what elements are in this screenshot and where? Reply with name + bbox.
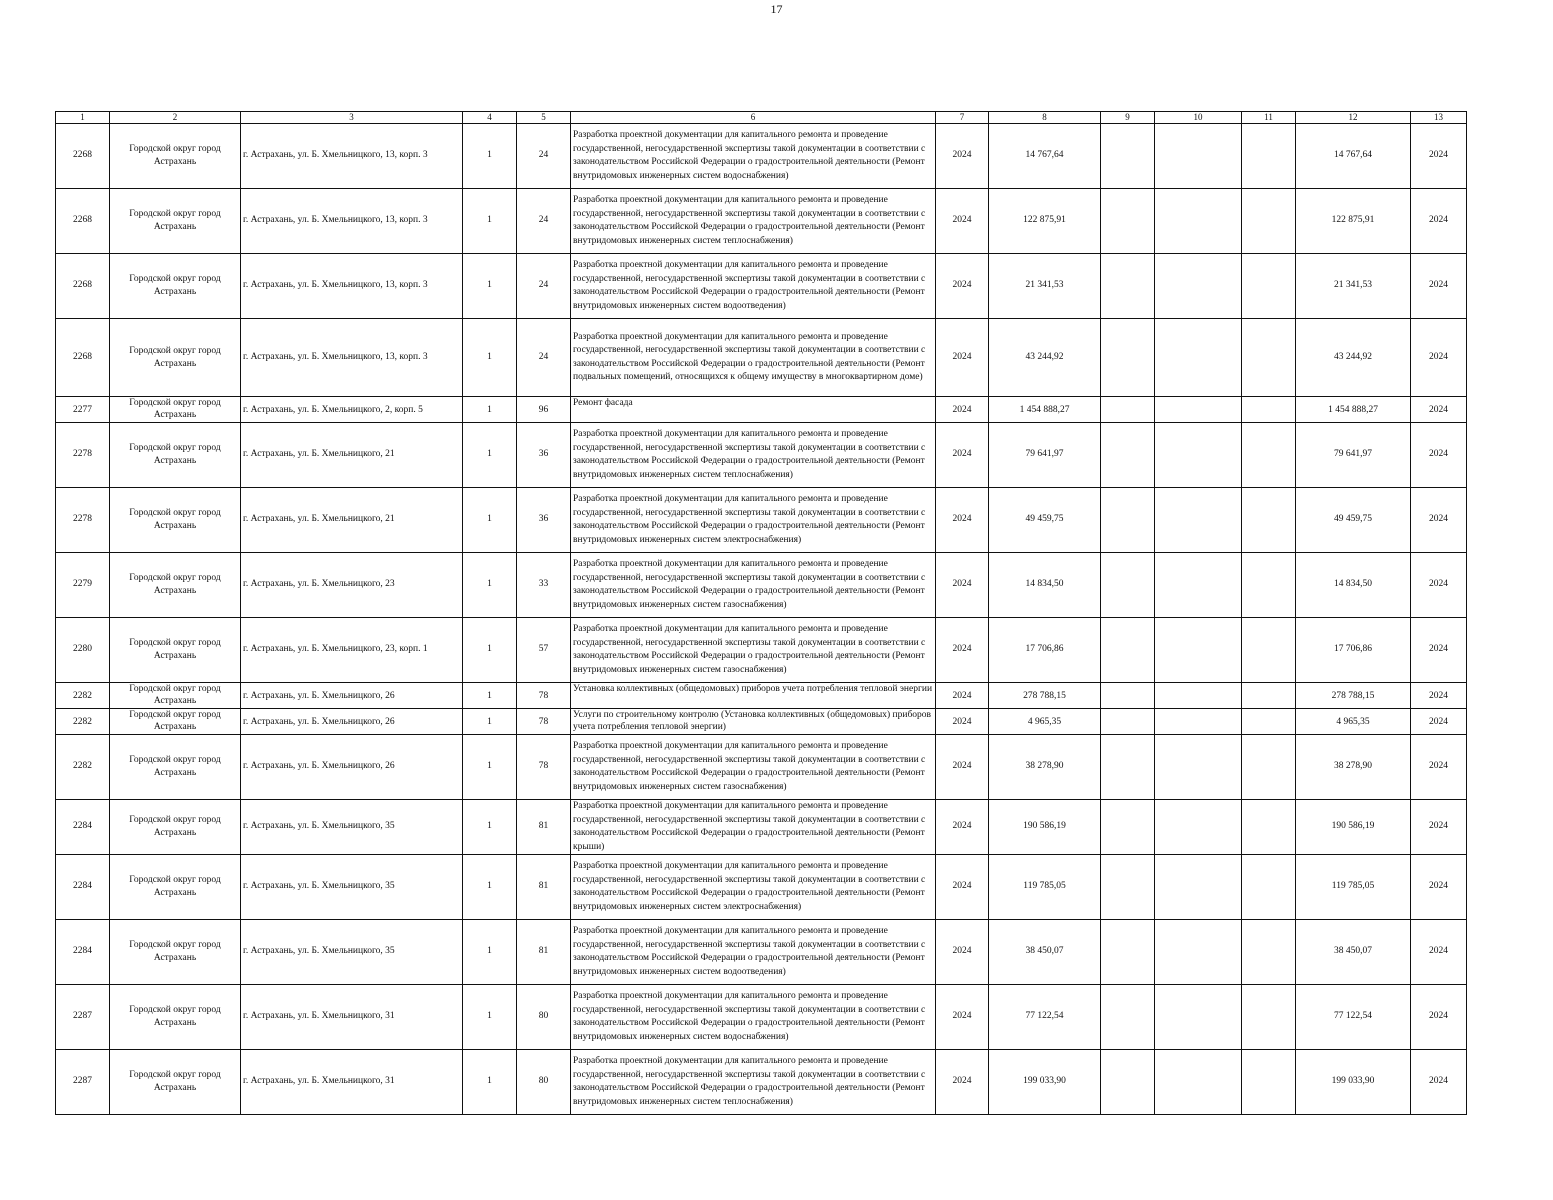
table-row [56,124,1467,189]
row-id: 2277 [56,397,110,423]
col-11-value [1242,855,1296,920]
year: 2024 [936,553,989,618]
col-11-value [1242,423,1296,488]
col-12-value: 38 450,07 [1296,920,1411,985]
address: г. Астрахань, ул. Б. Хмельницкого, 13, корп. 3 [241,254,463,319]
col-5-value: 24 [517,319,571,397]
table-row [56,855,1467,920]
table-body [56,124,1467,1115]
cost: 79 641,97 [989,423,1101,488]
col-13-year: 2024 [1411,709,1467,735]
col-10-value [1155,189,1242,254]
work-description: Разработка проектной документации для капитального ремонта и проведение государственной, негосударственной экспертизы такой документации в соответствии с законодательством Российской Федерации о градостроительной деятельности (Ремонт внутридомовых инженерных систем электроснабжения) [571,855,936,920]
municipality: Городской округ город Астрахань [110,1050,241,1115]
col-9-value [1101,1050,1155,1115]
col-5-value: 36 [517,423,571,488]
year: 2024 [936,1050,989,1115]
address: г. Астрахань, ул. Б. Хмельницкого, 21 [241,488,463,553]
work-description: Разработка проектной документации для капитального ремонта и проведение государственной, негосударственной экспертизы такой документации в соответствии с законодательством Российской Федерации о градостроительной деятельности (Ремонт внутридомовых инженерных систем водоснабжения) [571,985,936,1050]
cost: 17 706,86 [989,618,1101,683]
col-11-value [1242,319,1296,397]
col-4-value: 1 [463,800,517,855]
row-id: 2282 [56,683,110,709]
work-description: Разработка проектной документации для капитального ремонта и проведение государственной, негосударственной экспертизы такой документации в соответствии с законодательством Российской Федерации о градостроительной деятельности (Ремонт крыши) [571,800,936,855]
col-9-value [1101,855,1155,920]
col-11-value [1242,254,1296,319]
work-description: Разработка проектной документации для капитального ремонта и проведение государственной, негосударственной экспертизы такой документации в соответствии с законодательством Российской Федерации о градостроительной деятельности (Ремонт внутридомовых инженерных систем газоснабжения) [571,735,936,800]
row-id: 2278 [56,488,110,553]
col-13-year: 2024 [1411,735,1467,800]
address: г. Астрахань, ул. Б. Хмельницкого, 35 [241,920,463,985]
table-row [56,920,1467,985]
address: г. Астрахань, ул. Б. Хмельницкого, 31 [241,985,463,1050]
table-row [56,1050,1467,1115]
page-number: 17 [770,2,783,16]
column-header-5: 5 [517,112,571,124]
col-9-value [1101,254,1155,319]
work-description: Разработка проектной документации для капитального ремонта и проведение государственной, негосударственной экспертизы такой документации в соответствии с законодательством Российской Федерации о градостроительной деятельности (Ремонт внутридомовых инженерных систем газоснабжения) [571,618,936,683]
address: г. Астрахань, ул. Б. Хмельницкого, 13, корп. 3 [241,319,463,397]
col-9-value [1101,800,1155,855]
col-11-value [1242,800,1296,855]
col-9-value [1101,397,1155,423]
col-5-value: 80 [517,1050,571,1115]
municipality: Городской округ город Астрахань [110,683,241,709]
column-header-11: 11 [1242,112,1296,124]
col-9-value [1101,709,1155,735]
col-11-value [1242,397,1296,423]
col-4-value: 1 [463,985,517,1050]
work-description: Разработка проектной документации для капитального ремонта и проведение государственной, негосударственной экспертизы такой документации в соответствии с законодательством Российской Федерации о градостроительной деятельности (Ремонт подвальных помещений, относящихся к общему имуществу в многоквартирном доме) [571,319,936,397]
table-row [56,423,1467,488]
col-10-value [1155,709,1242,735]
row-id: 2284 [56,920,110,985]
col-9-value [1101,735,1155,800]
col-13-year: 2024 [1411,319,1467,397]
col-11-value [1242,735,1296,800]
municipality: Городской округ город Астрахань [110,985,241,1050]
col-11-value [1242,189,1296,254]
col-13-year: 2024 [1411,920,1467,985]
col-4-value: 1 [463,553,517,618]
work-description: Разработка проектной документации для капитального ремонта и проведение государственной, негосударственной экспертизы такой документации в соответствии с законодательством Российской Федерации о градостроительной деятельности (Ремонт внутридомовых инженерных систем теплоснабжения) [571,1050,936,1115]
col-11-value [1242,985,1296,1050]
col-5-value: 78 [517,735,571,800]
col-13-year: 2024 [1411,985,1467,1050]
col-13-year: 2024 [1411,800,1467,855]
year: 2024 [936,488,989,553]
col-12-value: 38 278,90 [1296,735,1411,800]
address: г. Астрахань, ул. Б. Хмельницкого, 35 [241,855,463,920]
col-13-year: 2024 [1411,1050,1467,1115]
col-10-value [1155,254,1242,319]
table-row [56,488,1467,553]
col-13-year: 2024 [1411,124,1467,189]
row-id: 2287 [56,1050,110,1115]
row-id: 2280 [56,618,110,683]
col-5-value: 24 [517,124,571,189]
cost: 14 834,50 [989,553,1101,618]
col-5-value: 78 [517,683,571,709]
table-row [56,553,1467,618]
col-10-value [1155,618,1242,683]
col-12-value: 14 767,64 [1296,124,1411,189]
col-10-value [1155,683,1242,709]
col-5-value: 24 [517,254,571,319]
cost: 14 767,64 [989,124,1101,189]
col-5-value: 80 [517,985,571,1050]
col-9-value [1101,553,1155,618]
col-10-value [1155,1050,1242,1115]
column-header-10: 10 [1155,112,1242,124]
row-id: 2284 [56,855,110,920]
row-id: 2282 [56,709,110,735]
col-11-value [1242,683,1296,709]
address: г. Астрахань, ул. Б. Хмельницкого, 26 [241,709,463,735]
col-5-value: 81 [517,800,571,855]
col-9-value [1101,683,1155,709]
col-4-value: 1 [463,618,517,683]
col-9-value [1101,423,1155,488]
col-11-value [1242,124,1296,189]
column-header-6: 6 [571,112,936,124]
col-13-year: 2024 [1411,683,1467,709]
capital-repair-table [55,111,1467,1115]
year: 2024 [936,423,989,488]
col-10-value [1155,800,1242,855]
address: г. Астрахань, ул. Б. Хмельницкого, 21 [241,423,463,488]
col-12-value: 21 341,53 [1296,254,1411,319]
cost: 119 785,05 [989,855,1101,920]
col-4-value: 1 [463,855,517,920]
col-13-year: 2024 [1411,254,1467,319]
cost: 278 788,15 [989,683,1101,709]
municipality: Городской округ город Астрахань [110,800,241,855]
col-4-value: 1 [463,397,517,423]
year: 2024 [936,124,989,189]
municipality: Городской округ город Астрахань [110,423,241,488]
cost: 1 454 888,27 [989,397,1101,423]
address: г. Астрахань, ул. Б. Хмельницкого, 13, корп. 3 [241,124,463,189]
col-12-value: 119 785,05 [1296,855,1411,920]
municipality: Городской округ город Астрахань [110,124,241,189]
col-11-value [1242,488,1296,553]
cost: 190 586,19 [989,800,1101,855]
year: 2024 [936,920,989,985]
cost: 21 341,53 [989,254,1101,319]
work-description: Разработка проектной документации для капитального ремонта и проведение государственной, негосударственной экспертизы такой документации в соответствии с законодательством Российской Федерации о градостроительной деятельности (Ремонт внутридомовых инженерных систем теплоснабжения) [571,189,936,254]
col-11-value [1242,920,1296,985]
cost: 49 459,75 [989,488,1101,553]
municipality: Городской округ город Астрахань [110,618,241,683]
address: г. Астрахань, ул. Б. Хмельницкого, 23, корп. 1 [241,618,463,683]
municipality: Городской округ город Астрахань [110,397,241,423]
table-row [56,683,1467,709]
col-5-value: 81 [517,855,571,920]
col-12-value: 49 459,75 [1296,488,1411,553]
table-row [56,189,1467,254]
col-9-value [1101,124,1155,189]
year: 2024 [936,683,989,709]
year: 2024 [936,985,989,1050]
col-9-value [1101,319,1155,397]
address: г. Астрахань, ул. Б. Хмельницкого, 35 [241,800,463,855]
col-10-value [1155,985,1242,1050]
municipality: Городской округ город Астрахань [110,920,241,985]
col-13-year: 2024 [1411,488,1467,553]
col-10-value [1155,397,1242,423]
col-11-value [1242,709,1296,735]
col-5-value: 81 [517,920,571,985]
col-13-year: 2024 [1411,553,1467,618]
work-description: Ремонт фасада [571,397,936,423]
col-10-value [1155,319,1242,397]
col-4-value: 1 [463,709,517,735]
col-9-value [1101,985,1155,1050]
municipality: Городской округ город Астрахань [110,254,241,319]
col-13-year: 2024 [1411,855,1467,920]
cost: 4 965,35 [989,709,1101,735]
column-header-12: 12 [1296,112,1411,124]
work-description: Услуги по строительному контролю (Установка коллективных (общедомовых) приборов учета потребления тепловой энергии) [571,709,936,735]
column-header-2: 2 [110,112,241,124]
address: г. Астрахань, ул. Б. Хмельницкого, 13, корп. 3 [241,189,463,254]
col-5-value: 96 [517,397,571,423]
municipality: Городской округ город Астрахань [110,553,241,618]
year: 2024 [936,709,989,735]
cost: 38 450,07 [989,920,1101,985]
work-description: Разработка проектной документации для капитального ремонта и проведение государственной, негосударственной экспертизы такой документации в соответствии с законодательством Российской Федерации о градостроительной деятельности (Ремонт внутридомовых инженерных систем водоотведения) [571,920,936,985]
cost: 199 033,90 [989,1050,1101,1115]
row-id: 2284 [56,800,110,855]
col-4-value: 1 [463,319,517,397]
col-11-value [1242,1050,1296,1115]
cost: 43 244,92 [989,319,1101,397]
col-10-value [1155,553,1242,618]
municipality: Городской округ город Астрахань [110,735,241,800]
col-12-value: 79 641,97 [1296,423,1411,488]
column-header-4: 4 [463,112,517,124]
col-10-value [1155,423,1242,488]
address: г. Астрахань, ул. Б. Хмельницкого, 31 [241,1050,463,1115]
work-description: Разработка проектной документации для капитального ремонта и проведение государственной, негосударственной экспертизы такой документации в соответствии с законодательством Российской Федерации о градостроительной деятельности (Ремонт внутридомовых инженерных систем газоснабжения) [571,553,936,618]
col-10-value [1155,735,1242,800]
row-id: 2287 [56,985,110,1050]
col-5-value: 33 [517,553,571,618]
col-12-value: 4 965,35 [1296,709,1411,735]
table-row [56,800,1467,855]
column-header-9: 9 [1101,112,1155,124]
work-description: Разработка проектной документации для капитального ремонта и проведение государственной, негосударственной экспертизы такой документации в соответствии с законодательством Российской Федерации о градостроительной деятельности (Ремонт внутридомовых инженерных систем водоотведения) [571,254,936,319]
col-13-year: 2024 [1411,423,1467,488]
col-12-value: 278 788,15 [1296,683,1411,709]
table-row [56,985,1467,1050]
col-13-year: 2024 [1411,618,1467,683]
work-description: Разработка проектной документации для капитального ремонта и проведение государственной, негосударственной экспертизы такой документации в соответствии с законодательством Российской Федерации о градостроительной деятельности (Ремонт внутридомовых инженерных систем водоснабжения) [571,124,936,189]
table-row [56,397,1467,423]
col-4-value: 1 [463,683,517,709]
col-13-year: 2024 [1411,189,1467,254]
cost: 77 122,54 [989,985,1101,1050]
year: 2024 [936,735,989,800]
col-5-value: 24 [517,189,571,254]
table-row [56,618,1467,683]
column-number-row [56,112,1467,124]
col-13-year: 2024 [1411,397,1467,423]
year: 2024 [936,319,989,397]
col-12-value: 43 244,92 [1296,319,1411,397]
municipality: Городской округ город Астрахань [110,709,241,735]
column-header-1: 1 [56,112,110,124]
year: 2024 [936,618,989,683]
year: 2024 [936,800,989,855]
row-id: 2268 [56,254,110,319]
col-10-value [1155,488,1242,553]
column-header-7: 7 [936,112,989,124]
cost: 122 875,91 [989,189,1101,254]
col-4-value: 1 [463,920,517,985]
col-4-value: 1 [463,735,517,800]
address: г. Астрахань, ул. Б. Хмельницкого, 23 [241,553,463,618]
column-header-3: 3 [241,112,463,124]
col-5-value: 57 [517,618,571,683]
col-9-value [1101,920,1155,985]
column-header-13: 13 [1411,112,1467,124]
year: 2024 [936,397,989,423]
col-4-value: 1 [463,189,517,254]
year: 2024 [936,189,989,254]
year: 2024 [936,254,989,319]
col-4-value: 1 [463,124,517,189]
address: г. Астрахань, ул. Б. Хмельницкого, 26 [241,735,463,800]
col-10-value [1155,124,1242,189]
col-5-value: 36 [517,488,571,553]
row-id: 2268 [56,189,110,254]
col-5-value: 78 [517,709,571,735]
address: г. Астрахань, ул. Б. Хмельницкого, 26 [241,683,463,709]
col-9-value [1101,488,1155,553]
col-11-value [1242,618,1296,683]
work-description: Установка коллективных (общедомовых) приборов учета потребления тепловой энергии [571,683,936,709]
col-12-value: 1 454 888,27 [1296,397,1411,423]
row-id: 2268 [56,124,110,189]
col-4-value: 1 [463,1050,517,1115]
work-description: Разработка проектной документации для капитального ремонта и проведение государственной, негосударственной экспертизы такой документации в соответствии с законодательством Российской Федерации о градостроительной деятельности (Ремонт внутридомовых инженерных систем электроснабжения) [571,488,936,553]
table-row [56,254,1467,319]
row-id: 2282 [56,735,110,800]
municipality: Городской округ город Астрахань [110,189,241,254]
col-12-value: 77 122,54 [1296,985,1411,1050]
col-10-value [1155,855,1242,920]
col-12-value: 199 033,90 [1296,1050,1411,1115]
work-description: Разработка проектной документации для капитального ремонта и проведение государственной, негосударственной экспертизы такой документации в соответствии с законодательством Российской Федерации о градостроительной деятельности (Ремонт внутридомовых инженерных систем теплоснабжения) [571,423,936,488]
row-id: 2279 [56,553,110,618]
col-9-value [1101,618,1155,683]
table-row [56,709,1467,735]
col-10-value [1155,920,1242,985]
col-12-value: 17 706,86 [1296,618,1411,683]
col-4-value: 1 [463,423,517,488]
column-header-8: 8 [989,112,1101,124]
table-row [56,319,1467,397]
col-12-value: 122 875,91 [1296,189,1411,254]
table-row [56,735,1467,800]
municipality: Городской округ город Астрахань [110,488,241,553]
row-id: 2268 [56,319,110,397]
col-11-value [1242,553,1296,618]
address: г. Астрахань, ул. Б. Хмельницкого, 2, корп. 5 [241,397,463,423]
col-4-value: 1 [463,254,517,319]
col-9-value [1101,189,1155,254]
col-4-value: 1 [463,488,517,553]
col-12-value: 14 834,50 [1296,553,1411,618]
cost: 38 278,90 [989,735,1101,800]
col-12-value: 190 586,19 [1296,800,1411,855]
row-id: 2278 [56,423,110,488]
municipality: Городской округ город Астрахань [110,319,241,397]
municipality: Городской округ город Астрахань [110,855,241,920]
year: 2024 [936,855,989,920]
